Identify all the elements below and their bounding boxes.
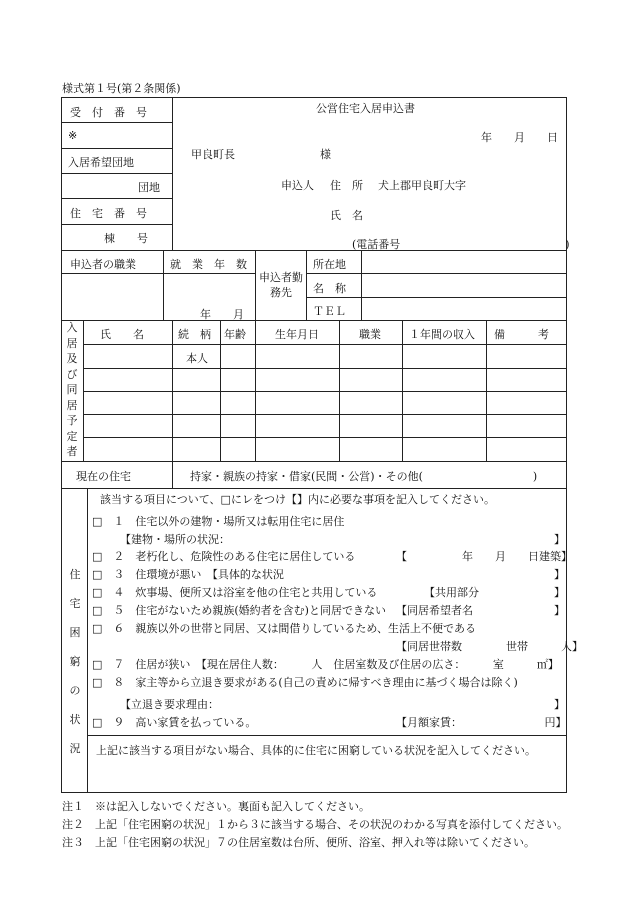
form-id: 様式第１号(第２条関係) xyxy=(62,82,181,95)
bracket-close: 】 xyxy=(554,568,565,581)
note-2: 注２ 上記「住宅困窮の状況」１から３に該当する場合、その状況のわかる写真を添付してください。 xyxy=(62,818,568,831)
hardship-item-5[interactable]: □ ５ 住宅がないため親族(婚約者を含む)と同居できない xyxy=(92,604,386,617)
divider xyxy=(83,344,567,345)
complex-suffix: 団地 xyxy=(138,181,160,194)
hardship-item-4-shared-part: 【共用部分 xyxy=(424,586,479,599)
note-3: 注３ 上記「住宅困窮の状況」７の住居室数は台所、便所、浴室、押入れ等は除いてください。 xyxy=(62,836,535,849)
occupation-label: 申込者の職業 xyxy=(70,258,136,271)
desired-complex-label: 入居希望団地 xyxy=(68,156,134,169)
col-remarks: 備 考 xyxy=(494,328,549,341)
divider xyxy=(306,297,567,298)
honorific: 様 xyxy=(320,148,331,161)
office-use-mark: ※ xyxy=(68,129,78,142)
divider xyxy=(163,250,164,320)
phone-field: (電話番号 ) xyxy=(352,238,570,251)
hardship-item-5-relatives: 【同居希望者名 xyxy=(396,604,473,617)
divider xyxy=(172,461,173,488)
employer-tel-label: ＴＥＬ xyxy=(313,305,346,318)
applicant-label: 申込人 xyxy=(281,179,314,192)
work-years-unit: 年 月 xyxy=(200,308,244,321)
hardship-item-9-rent: 【月額家賃： 円】 xyxy=(396,716,567,729)
divider xyxy=(87,488,88,793)
divider xyxy=(61,273,255,274)
current-housing-options: 持家・親族の持家・借家(民間・公営)・その他( ) xyxy=(190,470,538,483)
divider xyxy=(83,437,567,438)
col-age: 年齢 xyxy=(224,328,246,341)
hardship-item-3[interactable]: □ ３ 住環境が悪い 【具体的な状況 xyxy=(92,568,284,581)
divider xyxy=(83,414,567,415)
hardship-item-9[interactable]: □ ９ 高い家賃を払っている。 xyxy=(92,716,257,729)
other-situation-instruction: 上記に該当する項目がない場合、具体的に住宅に困窮している状況を記入してください。 xyxy=(96,744,536,757)
divider xyxy=(306,273,567,274)
hardship-item-6[interactable]: □ ６ 親族以外の世帯と同居、又は間借りしているため、生活上不便である xyxy=(92,622,476,635)
divider xyxy=(61,198,172,199)
residents-section-label: 入居及び同居予定者 xyxy=(66,321,78,458)
hardship-item-2-built-date: 【 年 月 日建築】 xyxy=(396,550,572,563)
col-occupation: 職業 xyxy=(359,328,381,341)
hardship-item-7[interactable]: □ ７ 住居が狭い 【現在居住人数： 人 住居室数及び住居の広さ： 室 ㎡】 xyxy=(92,658,559,671)
work-years-label: 就 業 年 数 xyxy=(170,258,247,271)
divider xyxy=(61,320,567,321)
divider xyxy=(255,250,256,320)
divider xyxy=(306,250,307,320)
divider xyxy=(87,735,567,736)
hardship-item-8[interactable]: □ ８ 家主等から立退き要求がある(自己の責めに帰すべき理由に基づく場合は除く) xyxy=(92,676,518,689)
bracket-close: 】 xyxy=(554,533,565,546)
address-value: 犬上郡甲良町大字 xyxy=(378,179,466,192)
bracket-close: 】 xyxy=(554,604,565,617)
col-relation: 続 柄 xyxy=(178,328,211,341)
divider xyxy=(172,97,173,250)
unit-number-label: 住 宅 番 号 xyxy=(70,207,147,220)
divider xyxy=(61,461,567,462)
current-housing-label: 現在の住宅 xyxy=(76,470,131,483)
address-label: 住 所 xyxy=(330,179,363,192)
divider xyxy=(83,391,567,392)
hardship-item-6-households: 【同居世帯数 世帯 人】 xyxy=(396,640,583,653)
employer-name-label: 名 称 xyxy=(313,282,346,295)
divider xyxy=(361,250,362,320)
col-annual-income: １年間の収入 xyxy=(409,328,475,341)
hardship-item-8-reason: 【立退き要求理由： xyxy=(120,698,219,711)
name-label: 氏 名 xyxy=(330,209,363,222)
application-date: 年 月 日 xyxy=(481,131,558,144)
divider xyxy=(61,224,172,225)
addressee: 甲良町長 xyxy=(191,148,235,161)
hardship-instruction: 該当する項目について、□にレをつけ【】内に必要な事項を記入してください。 xyxy=(100,493,495,506)
form-title: 公営住宅入居申込書 xyxy=(316,102,415,115)
bracket-close: 】 xyxy=(554,586,565,599)
self-relation: 本人 xyxy=(186,352,208,365)
bracket-close: 】 xyxy=(554,698,565,711)
employer-label: 申込者勤務先 xyxy=(259,271,303,299)
divider xyxy=(83,368,567,369)
hardship-item-2[interactable]: □ ２ 老朽化し、危険性のある住宅に居住している xyxy=(92,550,356,563)
hardship-item-4[interactable]: □ ４ 炊事場、便所又は浴室を他の住宅と共用している xyxy=(92,586,378,599)
divider xyxy=(61,122,172,123)
building-number-label: 棟 号 xyxy=(104,232,148,245)
note-1: 注１ ※は記入しないでください。裏面も記入してください。 xyxy=(62,800,370,813)
hardship-item-1[interactable]: □ １ 住宅以外の建物・場所又は転用住宅に居住 xyxy=(92,515,345,528)
hardship-item-1-detail: 【建物・場所の状況： xyxy=(120,533,230,546)
receipt-number-label: 受 付 番 号 xyxy=(70,106,147,119)
employer-location-label: 所在地 xyxy=(313,258,346,271)
hardship-section-label: 住宅困窮の状況 xyxy=(69,568,81,755)
divider xyxy=(61,488,567,489)
col-name: 氏 名 xyxy=(100,328,144,341)
divider xyxy=(61,148,172,149)
divider xyxy=(61,173,172,174)
col-birthdate: 生年月日 xyxy=(275,328,319,341)
